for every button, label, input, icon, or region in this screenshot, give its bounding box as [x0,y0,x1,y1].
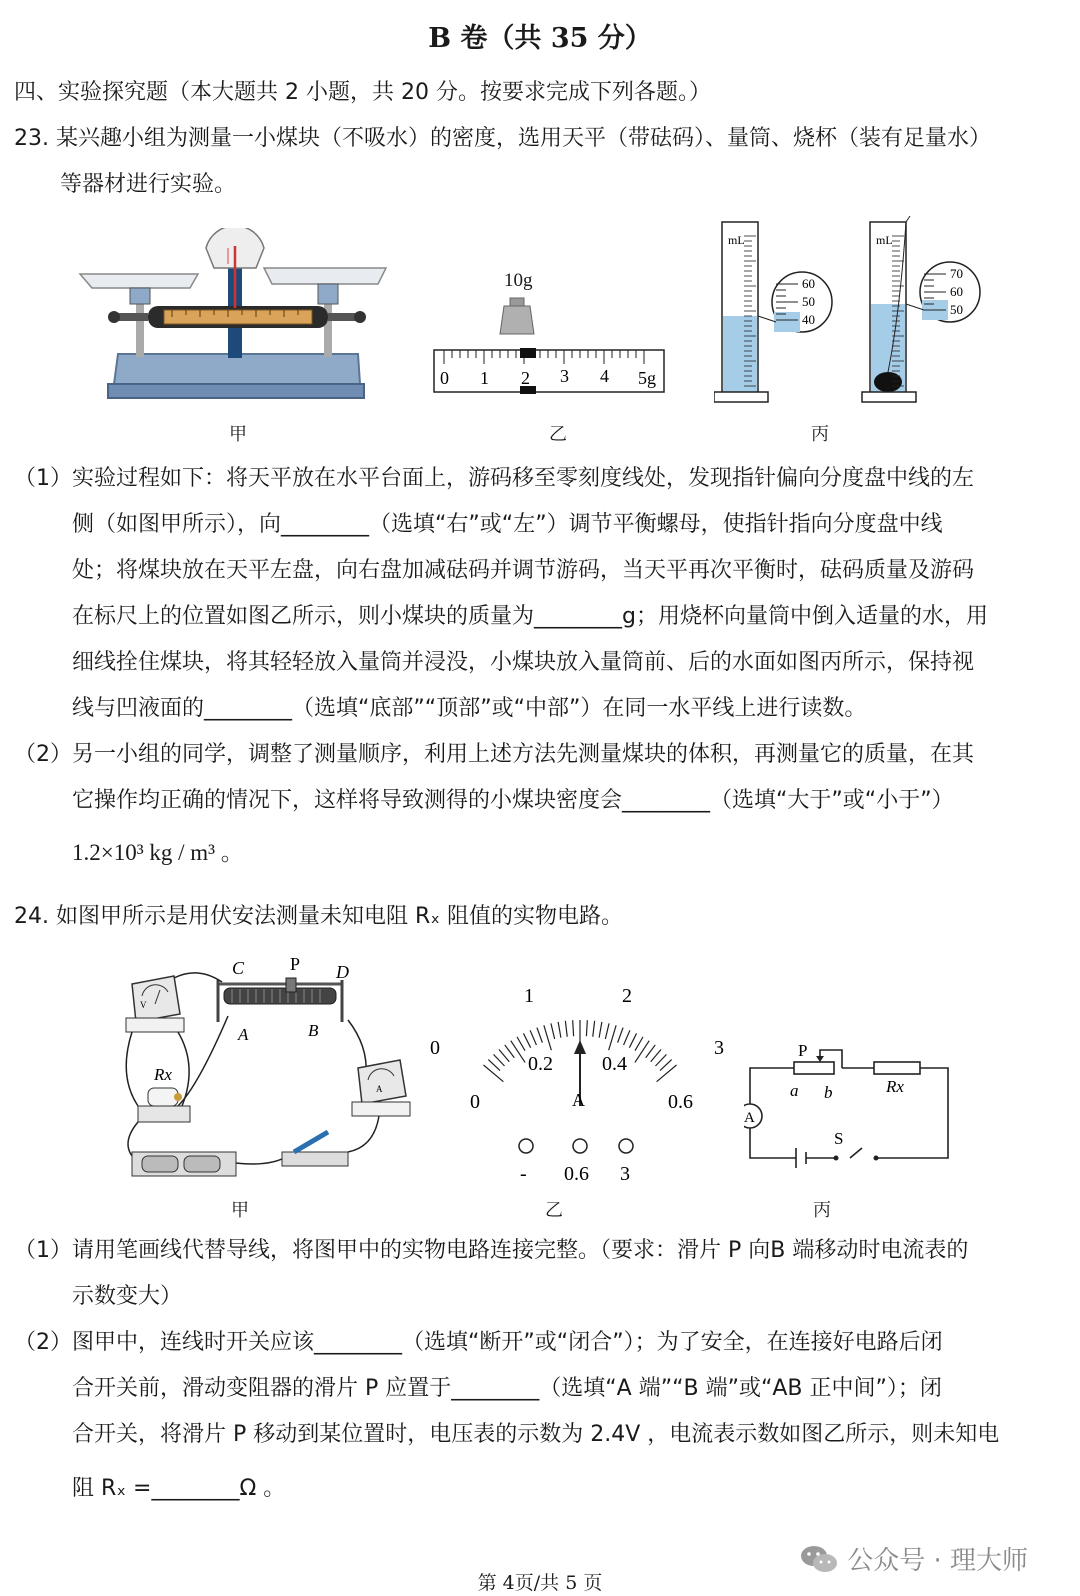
q23-part1-line3: 处；将煤块放在天平左盘，向右盘加减砝码并调节游码，当天平再次平衡时，砝码质量及游码 [72,558,975,583]
q24-fig-label-jia: 甲 [231,1200,249,1221]
q23-part1-line4: 在标尺上的位置如图乙所示，则小煤块的质量为________g；用烧杯向量筒中倒入适量的水，用 [72,604,988,629]
weight-10g-icon [500,298,534,334]
rheostat-icon [218,978,342,1022]
terminal-0.6: 0.6 [564,1163,589,1185]
q24-part2-line2: 合开关前，滑动变阻器的滑片 P 应置于________（选填“A 端”“B 端”或“AB 正中间”）；闭 [72,1376,942,1401]
page-footer: 第 4页/共 5 页 [477,1572,603,1594]
ammeter-letter: A [376,1084,383,1094]
dial-bottom-label-0: 0 [470,1091,480,1113]
terminal-minus: - [520,1163,527,1185]
ruler-label-0: 0 [440,368,449,388]
q23-fig-label-jia: 甲 [229,424,247,445]
zoom1-label-50: 50 [802,294,815,309]
q24-fig-label-bing: 丙 [813,1200,831,1221]
physical-circuit-figure [118,956,418,1192]
schematic-label-s: S [834,1129,844,1148]
q23-part1-line2: 侧（如图甲所示），向________（选填“右”或“左”）调节平衡螺母，使指针指向分度盘中线 [72,512,943,537]
dial-bottom-label-0.4: 0.4 [602,1053,627,1075]
q24-part1-line1: （1）请用笔画线代替导线，将图甲中的实物电路连接完整。（要求：滑片 P 向B 端移动时电流表的 [14,1238,969,1263]
voltmeter-letter: V [140,1000,147,1010]
resistor-label-rx: Rx [154,1065,172,1084]
q23-fig-label-bing: 丙 [811,424,829,445]
switch-icon [282,1132,348,1166]
dial-top-label-2: 2 [622,985,632,1007]
schematic-label-p: P [798,1041,808,1060]
q24-part2-line3: 合开关，将滑片 P 移动到某位置时，电压表的示数为 2.4V ，电流表示数如图乙所示，则未知电 [72,1422,1000,1447]
rheostat-label-b: B [308,1021,319,1040]
q23-stem-line1: 23. 某兴趣小组为测量一小煤块（不吸水）的密度，选用天平（带砝码）、量筒、烧杯（装有足量水） [14,126,991,151]
dial-bottom-label-0.6: 0.6 [668,1091,693,1113]
ruler-label-4: 4 [600,366,609,386]
weight-label: 10g [504,270,533,291]
rheostat-label-a: A [238,1025,249,1044]
dial-top-label-1: 1 [524,985,534,1007]
battery-box-icon [132,1152,236,1176]
dial-bottom-label-0.2: 0.2 [528,1053,553,1075]
dial-unit: A [572,1090,585,1110]
ruler-label-1: 1 [480,368,489,388]
rheostat-label-d: D [336,962,349,982]
section-b-title: B 卷（共 35 分） [428,23,652,54]
ruler-label-5: 5g [638,368,656,388]
rheostat-label-c: C [232,958,245,978]
dial-top-label-3: 3 [714,1037,724,1059]
dial-top-label-0: 0 [430,1037,440,1059]
q23-part2-line1: （2）另一小组的同学，调整了测量顺序，利用上述方法先测量煤块的体积，再测量它的质量，在其 [14,742,975,767]
graduated-cylinders-figure [714,212,984,406]
schematic-label-b: b [824,1083,833,1102]
watermark-text: 公众号 · 理大师 [847,1546,1028,1576]
q24-stem: 24. 如图甲所示是用伏安法测量未知电阻 Rₓ 阻值的实物电路。 [14,904,624,929]
ruler-label-3: 3 [560,366,569,386]
q24-part1-line2: 示数变大） [72,1284,183,1309]
zoom1-label-60: 60 [802,276,815,291]
schematic-ammeter-letter: A [744,1110,755,1126]
q24-fig-label-yi: 乙 [545,1200,563,1221]
q24-part2-line1: （2）图甲中，连线时开关应该________（选填“断开”或“闭合”）；为了安全，在连接好电路后闭 [14,1330,943,1355]
q23-part2-line2: 它操作均正确的情况下，这样将导致测得的小煤块密度会________（选填“大于”或“小于”） [72,788,954,813]
zoom2-label-50: 50 [950,302,963,317]
terminal-3: 3 [620,1163,630,1185]
ruler-label-2: 2 [521,368,530,388]
slider-label-p: P [290,956,301,974]
q23-part1-line1: （1）实验过程如下：将天平放在水平台面上，游码移至零刻度线处，发现指针偏向分度盘中线的左 [14,466,975,491]
ammeter-dial-figure [428,976,738,1190]
ammeter-icon [352,1060,410,1116]
cylinder1-unit: mL [728,233,745,247]
balance-figure [78,228,392,404]
schematic-label-rx: Rx [886,1077,904,1096]
zoom2-label-70: 70 [950,266,963,281]
schematic-label-a: a [790,1081,799,1100]
q23-part1-line6: 线与凹液面的________（选填“底部”“顶部”或“中部”）在同一水平线上进行读数。 [72,696,867,721]
q23-fig-label-yi: 乙 [549,424,567,445]
q24-part2-line4: 阻 Rₓ =________Ω 。 [72,1476,286,1501]
zoom2-label-60: 60 [950,284,963,299]
q23-part1-line5: 细线拴住煤块，将其轻轻放入量筒并浸没，小煤块放入量筒前、后的水面如图丙所示，保持视 [72,650,975,675]
q23-part2-line3: 1.2×10³ kg / m³ 。 [72,840,244,865]
q23-stem-line2: 等器材进行实验。 [60,172,237,197]
cylinder2-unit: mL [876,233,893,247]
section-four-heading: 四、实验探究题（本大题共 2 小题，共 20 分。按要求完成下列各题。） [14,80,711,105]
zoom1-label-40: 40 [802,312,815,327]
circuit-schematic-figure [744,1038,964,1168]
weight-and-slider-ruler [430,294,670,398]
voltmeter-icon [126,976,184,1032]
